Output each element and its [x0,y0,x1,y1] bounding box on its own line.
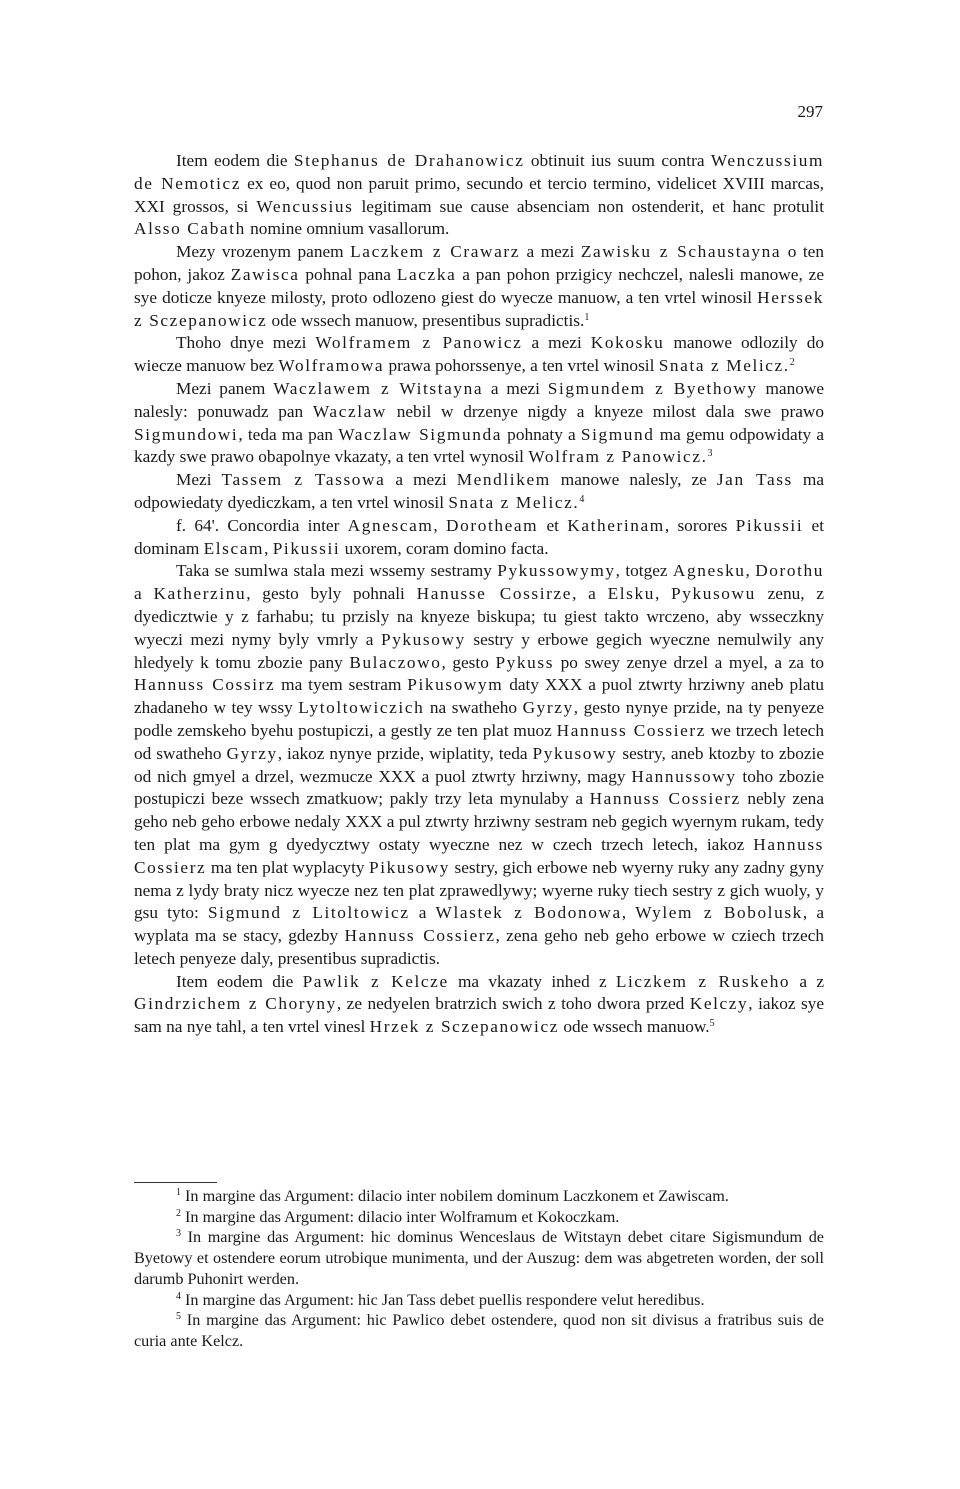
footnote-ref: 2 [789,357,795,369]
text-run: , [745,561,756,581]
text-run: obtinuit ius suum contra [524,151,711,170]
spaced-name: Kelczy [689,994,749,1014]
text-run: ma odpowiedaty dyediczkam, a ten vrtel winosil [134,470,825,512]
spaced-name: Hannuss Cossirz [134,675,276,695]
page-number: 297 [797,102,823,121]
spaced-name: Bulaczowo [349,652,442,672]
text-run: nomine omnium vasallorum. [245,219,450,239]
text-run: , zena geho neb geho erbowe w cziech trzech letech penyeze daly, presentibus supradictis. [134,926,825,968]
text-run: , sorores [664,515,736,535]
text-run: , [654,584,672,604]
text-run: legitimam sue cause absenciam non ostenderit, et hanc protulit [353,196,824,216]
spaced-name: Wolframowa [278,356,385,376]
spaced-name: Sigmundem z Byethowy [547,378,758,398]
spaced-name: Pykusowy [532,743,618,763]
paragraph [134,560,824,970]
paragraph [134,332,824,378]
text-run: ode wssech manuow. [559,1017,710,1037]
text-run: a mezi [483,378,548,398]
text-run: pohnaty a [502,424,581,444]
footnote-ref: 4 [579,493,585,505]
spaced-name: Herssek z Sczepanowicz [134,287,824,330]
spaced-name: Lytoltowiczich [298,698,425,718]
text-run: , iakoz sye sam na nye tahl, a ten vrtel vinesl [134,994,824,1037]
spaced-name: Pikussii [272,538,341,558]
spaced-name: Hanusse Cossirze [416,584,573,604]
text-run: pohnal pana [299,264,397,284]
spaced-name: Wenczussium de Nemoticz [134,151,825,193]
spaced-name: Pikussii [735,515,804,535]
text-run: Taka se sumlwa stala mezi wssemy sestramy [176,561,498,581]
spaced-name: Laczkem z Crawarz [350,242,520,262]
footnote-ref: 1 [584,311,590,323]
text-run: a pan pohon przigicy nechczel, nalesli manowe, ze sye doticze knyeze milosty, proto odlozeno giest do wyecze manuow, a ten vrtel winosil [134,264,824,307]
text-run: daty XXX a puol ztwrty hrziwny aneb platu zhadaneho w tey wssy [134,675,824,718]
spaced-name: Hrzek z Sczepanowicz [369,1017,560,1037]
text-run: , gesto byly pohnali [246,584,417,604]
footnote-mark: 2 [176,1207,181,1219]
spaced-name: Sigmund z Litoltowicz [207,903,410,923]
footnote-text: In margine das Argument: dilacio inter nobilem dominum Laczkonem et Zawiscam. [181,1187,729,1205]
paragraph [134,150,824,241]
spaced-name: Dorothu [755,561,825,581]
footnote-separator [134,1182,217,1183]
spaced-name: Waczlaw Sigmunda [338,424,502,444]
spaced-name: Tassem z Tassowa [221,470,386,490]
spaced-name: Dorotheam [446,515,539,535]
spaced-name: Pykussowymy [497,561,616,581]
spaced-name: Sigmundowi [134,424,239,444]
footnote-text: In margine das Argument: hic dominus Wenceslaus de Witstayn debet citare Sigismundum de Byetowy et ostendere eorum utrobique munimenta, und der Auszug: dem was abgetreten worden, der soll darumb Puhonirt werden. [134,1228,824,1288]
text-run: o ten pohon, jakoz [134,242,824,284]
footnote-text: In margine das Argument: hic Jan Tass debet puellis respondere velut heredibus. [181,1290,705,1309]
text-run: Item eodem die [176,971,303,991]
spaced-name: Laczka [396,264,457,284]
text-run: Mezi panem [176,378,274,398]
spaced-name: Pykusowu [671,584,756,604]
spaced-name: Pikusowym [407,675,504,695]
footnote [134,1227,824,1289]
text-run: , gesto nynye przide, na ty penyeze podle zemskeho byehu postupiczi, a gestly ze ten plat muoz [134,698,824,740]
spaced-name: Gyrzy [522,698,574,718]
footnote-text: In margine das Argument: hic Pawlico debet ostendere, quod non sit divisus a fratribus suis de curia ante Kelcz. [134,1311,824,1350]
text-run: sestry, gich erbowe neb wyerny ruky any zadny gyny nema z lydy braty nicz wyecze nez ten plat zprawedlywy; wyerne ruky tiech sestry z gich wuoly, y gsu tyto: [134,857,824,923]
text-run: Thoho dnye mezi [176,333,316,353]
text-run: manowe odlozily do wiecze manuow bez [134,333,824,376]
text-run: prawa pohorssenye, a ten vrtel winosil [384,356,659,376]
spaced-name: Gindrzichem z Choryny [134,994,337,1014]
spaced-name: Mendlikem [456,470,551,490]
text-run: ma tyem sestram [275,675,408,695]
spaced-name: Wencussius [256,196,354,216]
footnote-mark: 4 [176,1290,181,1302]
text-run: sestry, aneb ktozby to zbozie od nich gmyel a drzel, wezmucze XXX a puol ztwrty hrziwny, magy [134,743,824,786]
spaced-name: Wylem z Bobolusk [635,903,803,923]
spaced-name: Waczlaw [312,401,387,421]
spaced-name: Snata z Melicz. [448,492,580,512]
spaced-name: Hannussowy [631,766,737,786]
main-text [134,150,824,1039]
spaced-name: Kokosku [590,333,665,353]
text-run: ode wssech manuow, presentibus supradictis. [267,310,585,330]
text-run: ma vkazaty inhed z [448,971,616,991]
spaced-name: Stephanus de Drahanowicz [293,151,525,170]
spaced-name: Hannuss Cossierz [344,926,496,946]
spaced-name: Elsku [607,584,655,604]
spaced-name: Wolframem z Panowicz [315,333,523,353]
paragraph [134,515,824,561]
text-run: ma ten plat wyplacyty [206,857,370,877]
paragraph [134,469,824,515]
spaced-name: Zawisca [230,264,300,284]
spaced-name: Gyrzy [226,743,278,763]
spaced-name: Alsso Cabath [134,219,246,239]
footnote-ref: 3 [707,448,713,460]
spaced-name: Hannuss Cossierz [134,834,824,877]
text-run: Item eodem die [176,151,294,170]
spaced-name: Waczlawem z Witstayna [273,378,484,398]
spaced-name: Zawisku z Schaustayna [580,242,782,262]
spaced-name: Hannuss Cossierz [556,720,707,740]
text-run: uxorem, coram domino facta. [340,538,549,558]
text-run: na swatheho [424,698,523,718]
spaced-name: Agnescam [347,515,434,535]
text-run: toho zbozie postupiczi beze wssech zmatkuow; pakly trzy leta mynulaby a [134,766,824,809]
spaced-name: Snata z Melicz. [658,356,790,376]
text-run: f. 64'. Concordia inter [176,515,348,535]
text-run: ex eo, quod non paruit primo, secundo et tercio termino, videlicet XVIII marcas, XXI grossos, si [134,173,824,216]
text-run: , a [572,584,608,604]
spaced-name: Pawlik z Kelcze [302,971,449,991]
paragraph [134,378,824,469]
text-run: Mezy vrozenym panem [176,242,351,262]
spaced-name: Pikusowy [369,857,451,877]
text-run: , iakoz nynye przide, wiplatity, teda [277,743,533,763]
spaced-name: Katherinam [567,515,665,535]
text-run: we trzech letech od swatheho [134,720,824,763]
spaced-name: Wlastek z Bodonowa [435,903,622,923]
spaced-name: Katherzinu [153,584,247,604]
text-run: , [621,903,636,923]
text-run: , [264,538,273,558]
paragraph [134,971,824,1039]
footnote-mark: 3 [176,1228,181,1240]
footnote [134,1186,824,1207]
text-run: zenu, z dyedicztwie y z farhabu; tu przisly na knyeze biskupa; tu giest takto wrczeno, aby wsseczkny wyeczi mezi nymy byly vmrly a [134,584,825,649]
spaced-name: Pykuss [495,652,555,672]
text-run: manowe nalesly, ze [550,470,717,490]
text-run: manowe nalesly: ponuwadz pan [134,378,825,421]
spaced-name: Wolfram z Panowicz. [528,447,708,467]
text-run: , ze nedyelen bratrzich swich z toho dwora przed [336,994,690,1014]
text-run: et [538,515,568,535]
text-run: sestry y erbowe gegich wyeczne nemulwily any hledyely k tomu zbozie pany [134,629,824,672]
text-run: a z [790,971,825,991]
spaced-name: Liczkem z Ruskeho [615,971,791,991]
footnote-ref: 5 [709,1018,715,1030]
text-run: a mezi [522,333,591,353]
text-run: Mezi [176,470,222,490]
text-run: a [409,903,436,923]
text-run: et dominam [134,515,824,558]
text-run: a mezi [519,242,581,262]
paragraph [134,241,824,332]
text-run: po swey zenye drzel a myel, a za to [554,652,824,672]
footnote-text: In margine das Argument: dilacio inter Wolframum et Kokoczkam. [181,1207,620,1226]
footnote-mark: 1 [176,1187,181,1198]
footnotes [134,1186,824,1352]
text-run: a [134,584,154,604]
spaced-name: Jan Tass [716,470,793,490]
text-run: , [433,515,447,535]
text-run: nebil w drzenye nigdy a knyeze milost dala swe prawo [387,401,824,421]
spaced-name: Elscam [203,538,265,558]
text-run: ma gemu odpowidaty a kazdy swe prawo obapolnye vkazaty, a ten vrtel wynosil [134,424,825,467]
text-run: nebly zena geho neb geho erbowe nedaly XXX a pul ztwrty hrziwny sestram neb gegich wyernym rukam, tedy ten plat ma gym g dyedycztwy ostaty wyeczne nez w czech trzech letech, iakoz [134,789,824,854]
spaced-name: Sigmund [580,424,655,444]
text-run: , gesto [441,652,496,672]
text-run: a mezi [385,470,457,490]
footnote [134,1290,824,1311]
footnote [134,1207,824,1228]
spaced-name: Hannuss Cossierz [589,789,741,809]
spaced-name: Pykusowy [380,629,466,649]
text-run: , a wyplata ma se stacy, gdezby [134,903,825,946]
text-run: , teda ma pan [238,424,339,444]
spaced-name: Agnesku [672,561,746,581]
text-run: , totgez [615,561,673,581]
footnote [134,1310,824,1351]
footnote-mark: 5 [176,1311,181,1323]
